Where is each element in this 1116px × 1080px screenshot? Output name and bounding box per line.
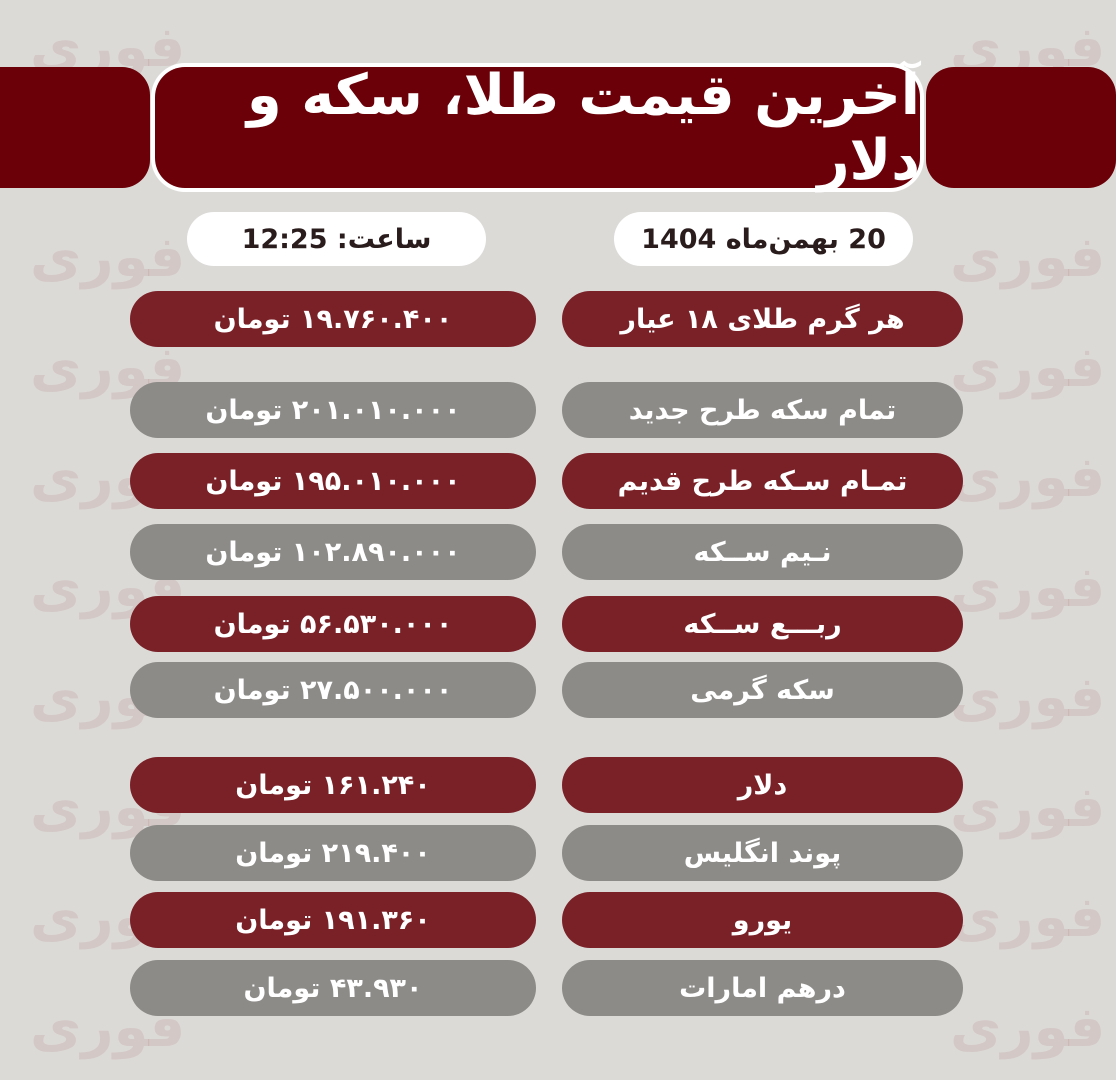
watermark-logo: فوری bbox=[30, 335, 186, 400]
watermark-logo: فوری bbox=[30, 225, 186, 290]
title-banner bbox=[155, 62, 920, 193]
watermark-logo: فوری bbox=[30, 885, 186, 950]
price-value: ۲۷.۵۰۰.۰۰۰ تومان bbox=[130, 662, 536, 718]
price-label: تمـام سـکه طرح قدیم bbox=[562, 453, 963, 509]
price-value: ۱۹.۷۶۰.۴۰۰ تومان bbox=[130, 291, 536, 347]
watermark-logo: فوری bbox=[950, 885, 1106, 950]
price-label: درهم امارات bbox=[562, 960, 963, 1016]
price-value: ۱۶۱.۲۴۰ تومان bbox=[130, 757, 536, 813]
price-label: سکه گرمی bbox=[562, 662, 963, 718]
price-label: تمام سکه طرح جدید bbox=[562, 382, 963, 438]
price-label: ربـــع ســکه bbox=[562, 596, 963, 652]
date-badge: 20 بهمن‌ماه 1404 bbox=[614, 212, 913, 266]
price-value: ۱۹۱.۳۶۰ تومان bbox=[130, 892, 536, 948]
watermark-logo: فوری bbox=[30, 555, 186, 620]
price-label: پوند انگلیس bbox=[562, 825, 963, 881]
price-label: یورو bbox=[562, 892, 963, 948]
watermark-logo: فوری bbox=[950, 555, 1106, 620]
watermark-logo: فوری bbox=[950, 225, 1106, 290]
price-value: ۲۱۹.۴۰۰ تومان bbox=[130, 825, 536, 881]
watermark-logo: فوری bbox=[950, 445, 1106, 510]
watermark-logo: فوری bbox=[30, 665, 186, 730]
price-label: هر گرم طلای ۱۸ عیار bbox=[562, 291, 963, 347]
header-left-tab bbox=[0, 67, 150, 188]
price-label: نـیم ســکه bbox=[562, 524, 963, 580]
watermark-logo: فوری bbox=[30, 445, 186, 510]
watermark-logo: فوری bbox=[30, 15, 186, 80]
watermark-logo: فوری bbox=[30, 995, 186, 1060]
watermark-logo: فوری bbox=[30, 775, 186, 840]
header-right-tab bbox=[926, 67, 1116, 188]
price-label: دلار bbox=[562, 757, 963, 813]
time-badge: ساعت: 12:25 bbox=[187, 212, 486, 266]
watermark-logo: فوری bbox=[950, 15, 1106, 80]
price-value: ۱۰۲.۸۹۰.۰۰۰ تومان bbox=[130, 524, 536, 580]
watermark-logo: فوری bbox=[950, 335, 1106, 400]
watermark-logo: فوری bbox=[950, 995, 1106, 1060]
watermark-logo: فوری bbox=[950, 775, 1106, 840]
price-value: ۱۹۵.۰۱۰.۰۰۰ تومان bbox=[130, 453, 536, 509]
price-value: ۵۶.۵۳۰.۰۰۰ تومان bbox=[130, 596, 536, 652]
price-value: ۲۰۱.۰۱۰.۰۰۰ تومان bbox=[130, 382, 536, 438]
page-title: آخرین قیمت طلا، سکه و دلار bbox=[246, 62, 920, 193]
price-value: ۴۳.۹۳۰ تومان bbox=[130, 960, 536, 1016]
watermark-logo: فوری bbox=[950, 665, 1106, 730]
